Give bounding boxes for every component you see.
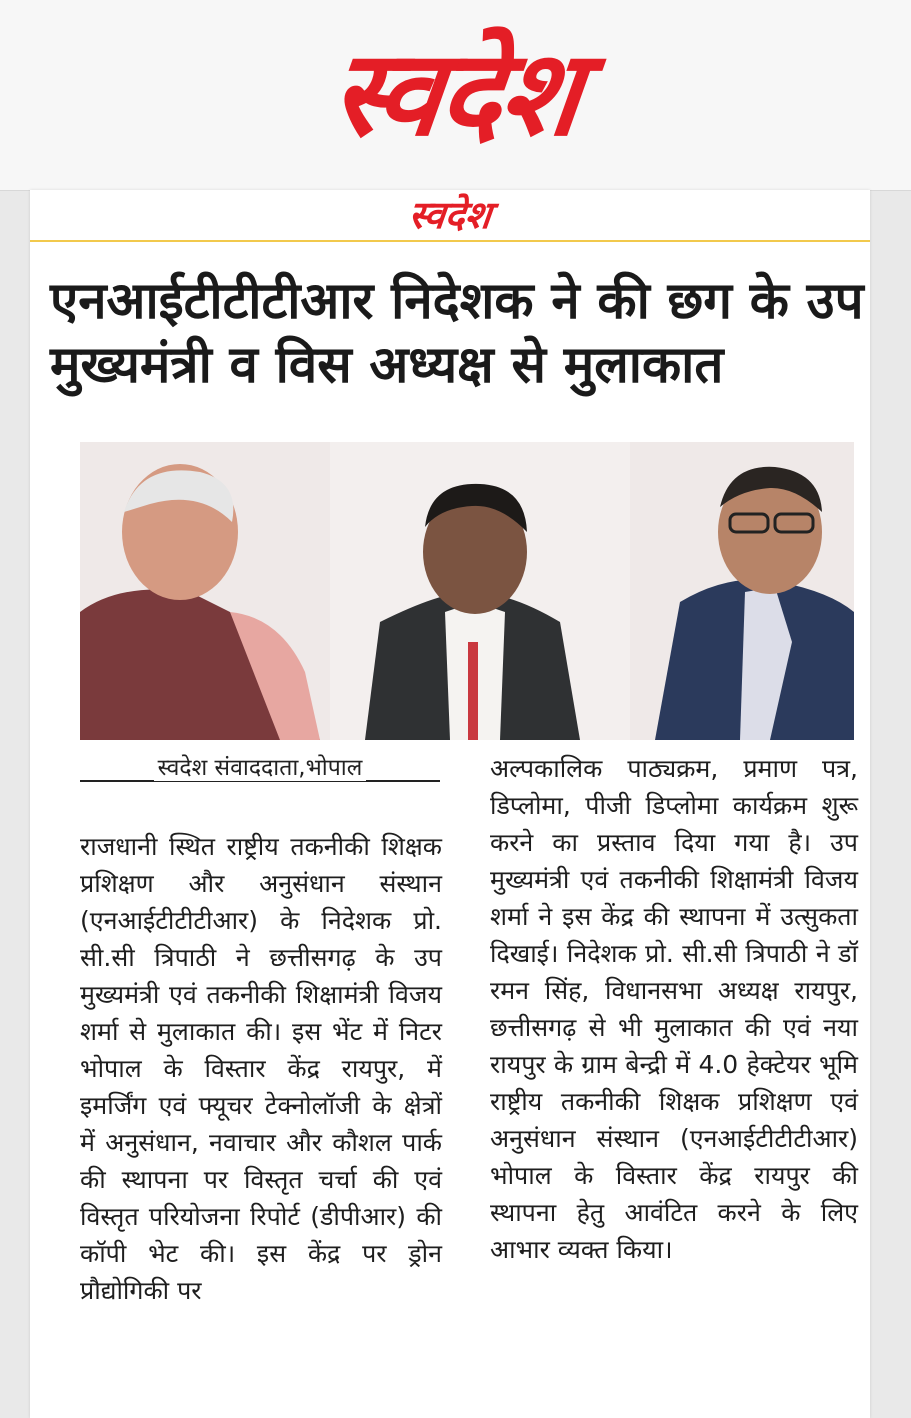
- left-column-text: राजधानी स्थित राष्ट्रीय तकनीकी शिक्षक प्रशिक्षण और अनुसंधान संस्थान (एनआईटीटीटीआर) के निदेशक प्रो. सी.सी त्रिपाठी ने छत्तीसगढ़ के उप मुख्यमंत्री एवं तकनीकी शिक्षामंत्री विजय शर्मा से मुलाकात की। इस भेंट में निटर भोपाल के विस्तार केंद्र रायपुर, में इमर्जिंग एवं फ्यूचर टेक्नोलॉजी के क्षेत्रों में अनुसंधान, नवाचार और कौशल पार्क की स्थापना पर विस्तृत चर्चा की एवं विस्तृत परियोजना रिपोर्ट (डीपीआर) की कॉपी भेट की। इस केंद्र पर ड्रोन प्रौद्योगिकी पर: [80, 832, 442, 1305]
- masthead-logo: स्वदेश: [325, 24, 586, 162]
- article-photo: [80, 442, 854, 740]
- article-byline: [80, 750, 440, 786]
- paper-logo: स्वदेश: [406, 193, 494, 237]
- byline-text: स्वदेश संवाददाता,भोपाल: [154, 755, 367, 781]
- article-column-right: [490, 750, 858, 1268]
- article-headline: एनआईटीटीटीआर निदेशक ने की छग के उप मुख्यमंत्री व विस अध्यक्ष से मुलाकात: [50, 272, 864, 395]
- article-column-left: [80, 828, 442, 1309]
- newspaper-clipping: [30, 190, 870, 1418]
- right-column-text: अल्पकालिक पाठ्यक्रम, प्रमाण पत्र, डिप्लोमा, पीजी डिप्लोमा कार्यक्रम शुरू करने का प्रस्ताव दिया गया है। उप मुख्यमंत्री एवं तकनीकी शिक्षामंत्री विजय शर्मा ने इस केंद्र की स्थापना में उत्सुकता दिखाई। निदेशक प्रो. सी.सी त्रिपाठी ने डॉ रमन सिंह, विधानसभा अध्यक्ष रायपुर, छत्तीसगढ़ से भी मुलाकात की एवं नया रायपुर के ग्राम बेन्द्री में 4.0 हेक्टेयर भूमि राष्ट्रीय तकनीकी शिक्षक प्रशिक्षण एवं अनुसंधान संस्थान (एनआईटीटीटीआर) भोपाल के विस्तार केंद्र रायपुर की स्थापना हेतु आवंटित करने के लिए आभार व्यक्त किया।: [490, 754, 858, 1264]
- masthead-banner: [0, 0, 911, 191]
- header-divider: [30, 240, 870, 242]
